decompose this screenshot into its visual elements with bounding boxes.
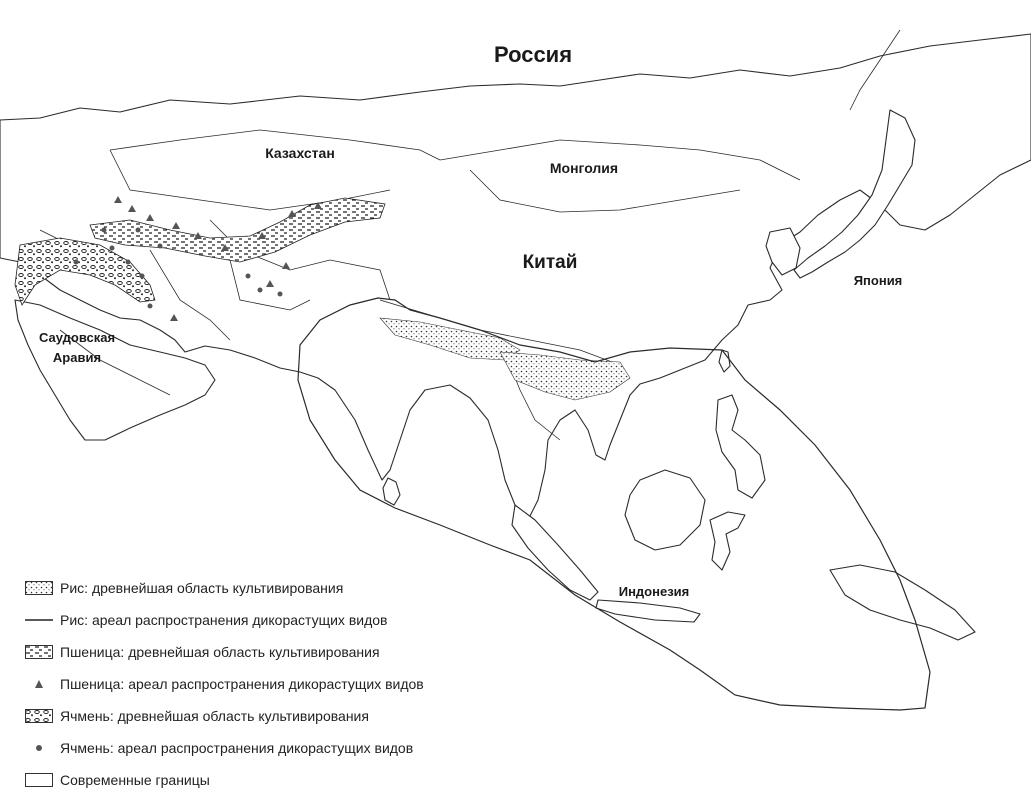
barley-wild-marker (140, 274, 145, 279)
philippines (716, 395, 765, 498)
legend-item-wheat-cultivation: Пшеница: древнейшая область культивирования (24, 636, 504, 668)
barley-wild-marker (158, 244, 163, 249)
barley-wild-marker (246, 274, 251, 279)
legend-item-rice-wild: Рис: ареал распространения дикорастущих видов (24, 604, 504, 636)
label-saudi-arabia-line2: Аравия (52, 350, 102, 365)
label-indonesia: Индонезия (618, 584, 690, 599)
barley-wild-marker (126, 260, 131, 265)
label-saudi-arabia-line1: Саудовская (38, 330, 116, 345)
java (596, 600, 700, 622)
solid-line-swatch (24, 612, 54, 628)
dashed-pattern-swatch (24, 644, 54, 660)
barley-wild-marker (278, 292, 283, 297)
map-legend (24, 572, 504, 796)
legend-item-barley-wild: Ячмень: ареал распространения дикорастущих видов (24, 732, 504, 764)
sri-lanka (383, 478, 400, 505)
barley-wild-marker (148, 304, 153, 309)
sulawesi (710, 512, 745, 570)
sumatra (512, 505, 598, 600)
legend-item-barley-cultivation: Ячмень: древнейшая область культивирования (24, 700, 504, 732)
barley-wild-marker (102, 228, 107, 233)
triangle-marker-icon (24, 676, 54, 692)
label-kazakhstan: Казахстан (265, 145, 335, 161)
borneo (625, 470, 705, 550)
barley-wild-marker (258, 288, 263, 293)
label-china: Китай (522, 252, 578, 273)
label-japan: Япония (853, 273, 903, 288)
dot-marker-icon (24, 740, 54, 756)
label-russia: Россия (493, 42, 573, 67)
label-mongolia: Монголия (549, 160, 619, 176)
legend-item-rice-cultivation: Рис: древнейшая область культивирования (24, 572, 504, 604)
legend-item-modern-borders: Современные границы (24, 764, 504, 796)
barley-wild-marker (74, 260, 79, 265)
barley-wild-marker (136, 228, 141, 233)
dotted-pattern-swatch (24, 580, 54, 596)
loop-pattern-swatch (24, 708, 54, 724)
new-guinea (830, 565, 975, 640)
open-box-swatch (24, 772, 54, 788)
barley-wild-marker (110, 246, 115, 251)
legend-item-wheat-wild: Пшеница: ареал распространения дикорастущих видов (24, 668, 504, 700)
